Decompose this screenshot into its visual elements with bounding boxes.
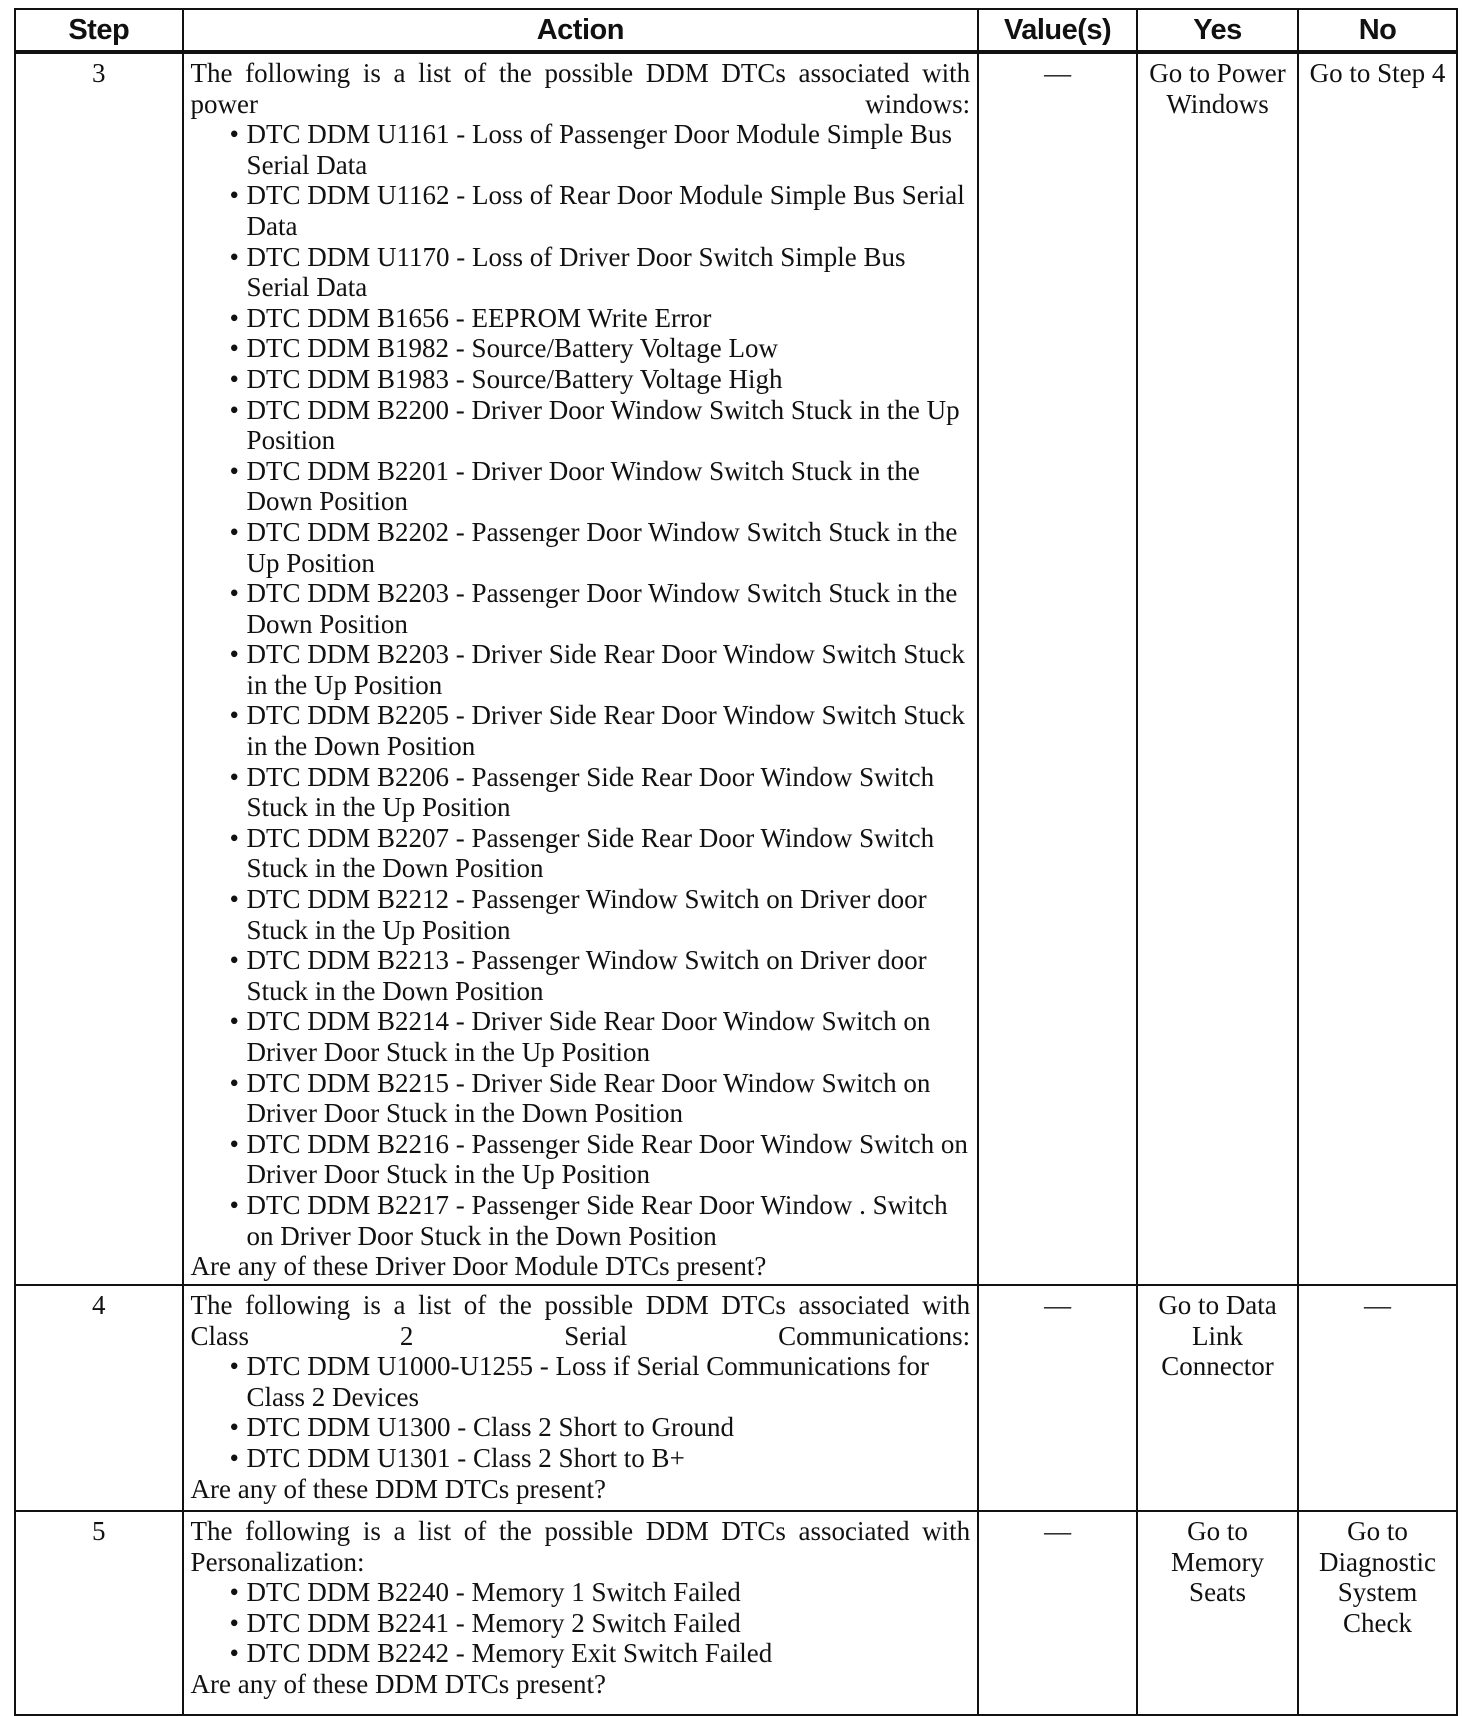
dtc-item: • DTC DDM B2242 - Memory Exit Switch Failed bbox=[229, 1638, 971, 1669]
action-cell bbox=[183, 1511, 979, 1715]
step-number: 3 bbox=[15, 52, 183, 1285]
dtc-item: • DTC DDM B2217 - Passenger Side Rear Door Window . Switch on Driver Door Stuck in the Down Position bbox=[229, 1190, 971, 1251]
yes-cell: Go to Data Link Connector bbox=[1137, 1285, 1298, 1511]
header-step: Step bbox=[15, 9, 183, 52]
action-intro: The following is a list of the possible DDM DTCs associated with power windows: bbox=[190, 58, 971, 119]
dtc-item: • DTC DDM B2212 - Passenger Window Switch on Driver door Stuck in the Up Position bbox=[229, 884, 971, 945]
dtc-item: • DTC DDM B2202 - Passenger Door Window Switch Stuck in the Up Position bbox=[229, 517, 971, 578]
value-cell: — bbox=[978, 1285, 1137, 1511]
action-intro: The following is a list of the possible DDM DTCs associated with Personalization: bbox=[190, 1516, 971, 1577]
dtc-item: • DTC DDM B2201 - Driver Door Window Switch Stuck in the Down Position bbox=[229, 456, 971, 517]
dtc-item: • DTC DDM B2213 - Passenger Window Switch on Driver door Stuck in the Down Position bbox=[229, 945, 971, 1006]
value-cell: — bbox=[978, 1511, 1137, 1715]
dtc-item: • DTC DDM B2240 - Memory 1 Switch Failed bbox=[229, 1577, 971, 1608]
dtc-item: • DTC DDM B2203 - Passenger Door Window Switch Stuck in the Down Position bbox=[229, 578, 971, 639]
value-cell: — bbox=[978, 52, 1137, 1285]
no-cell: — bbox=[1298, 1285, 1457, 1511]
header-values: Value(s) bbox=[978, 9, 1137, 52]
header-action: Action bbox=[183, 9, 979, 52]
no-cell: Go to Step 4 bbox=[1298, 52, 1457, 1285]
dtc-item: • DTC DDM U1162 - Loss of Rear Door Module Simple Bus Serial Data bbox=[229, 180, 971, 241]
action-cell bbox=[183, 1285, 979, 1511]
dtc-list bbox=[191, 1577, 971, 1669]
dtc-item: • DTC DDM B2203 - Driver Side Rear Door Window Switch Stuck in the Up Position bbox=[229, 639, 971, 700]
dtc-item: • DTC DDM B2200 - Driver Door Window Switch Stuck in the Up Position bbox=[229, 395, 971, 456]
yes-cell: Go to Memory Seats bbox=[1137, 1511, 1298, 1715]
dtc-item: • DTC DDM U1170 - Loss of Driver Door Switch Simple Bus Serial Data bbox=[229, 242, 971, 303]
dtc-item: • DTC DDM U1000-U1255 - Loss if Serial Communications for Class 2 Devices bbox=[229, 1351, 971, 1412]
dtc-item: • DTC DDM B2216 - Passenger Side Rear Door Window Switch on Driver Door Stuck in the Up Position bbox=[229, 1129, 971, 1190]
dtc-list bbox=[191, 119, 971, 1251]
action-intro: The following is a list of the possible DDM DTCs associated with Class 2 Serial Communications: bbox=[190, 1290, 971, 1351]
header-yes: Yes bbox=[1137, 9, 1298, 52]
dtc-item: • DTC DDM U1301 - Class 2 Short to B+ bbox=[229, 1443, 971, 1474]
action-question: Are any of these DDM DTCs present? bbox=[190, 1668, 606, 1699]
dtc-item: • DTC DDM U1300 - Class 2 Short to Ground bbox=[229, 1412, 971, 1443]
dtc-item: • DTC DDM B2241 - Memory 2 Switch Failed bbox=[229, 1608, 971, 1639]
table-row-step-4 bbox=[15, 1285, 1457, 1511]
dtc-item: • DTC DDM B2205 - Driver Side Rear Door Window Switch Stuck in the Down Position bbox=[229, 700, 971, 761]
step-number: 5 bbox=[15, 1511, 183, 1715]
table-row-step-3 bbox=[15, 52, 1457, 1285]
no-cell: Go to Diagnostic System Check bbox=[1298, 1511, 1457, 1715]
action-question: Are any of these Driver Door Module DTCs present? bbox=[190, 1251, 767, 1282]
dtc-item: • DTC DDM B1656 - EEPROM Write Error bbox=[229, 303, 971, 334]
yes-cell: Go to Power Windows bbox=[1137, 52, 1298, 1285]
dtc-item: • DTC DDM B1982 - Source/Battery Voltage Low bbox=[229, 333, 971, 364]
dtc-list bbox=[191, 1351, 971, 1473]
dtc-item: • DTC DDM B2206 - Passenger Side Rear Door Window Switch Stuck in the Up Position bbox=[229, 762, 971, 823]
header-no: No bbox=[1298, 9, 1457, 52]
action-cell bbox=[183, 52, 979, 1285]
table-row-step-5 bbox=[15, 1511, 1457, 1715]
step-number: 4 bbox=[15, 1285, 183, 1511]
header-row bbox=[15, 9, 1457, 52]
action-question: Are any of these DDM DTCs present? bbox=[190, 1473, 606, 1504]
dtc-item: • DTC DDM B2215 - Driver Side Rear Door Window Switch on Driver Door Stuck in the Down Position bbox=[229, 1068, 971, 1129]
dtc-item: • DTC DDM B2207 - Passenger Side Rear Door Window Switch Stuck in the Down Position bbox=[229, 823, 971, 884]
diagnostic-table bbox=[14, 8, 1458, 1716]
dtc-item: • DTC DDM U1161 - Loss of Passenger Door Module Simple Bus Serial Data bbox=[229, 119, 971, 180]
dtc-item: • DTC DDM B1983 - Source/Battery Voltage High bbox=[229, 364, 971, 395]
dtc-item: • DTC DDM B2214 - Driver Side Rear Door Window Switch on Driver Door Stuck in the Up Position bbox=[229, 1006, 971, 1067]
